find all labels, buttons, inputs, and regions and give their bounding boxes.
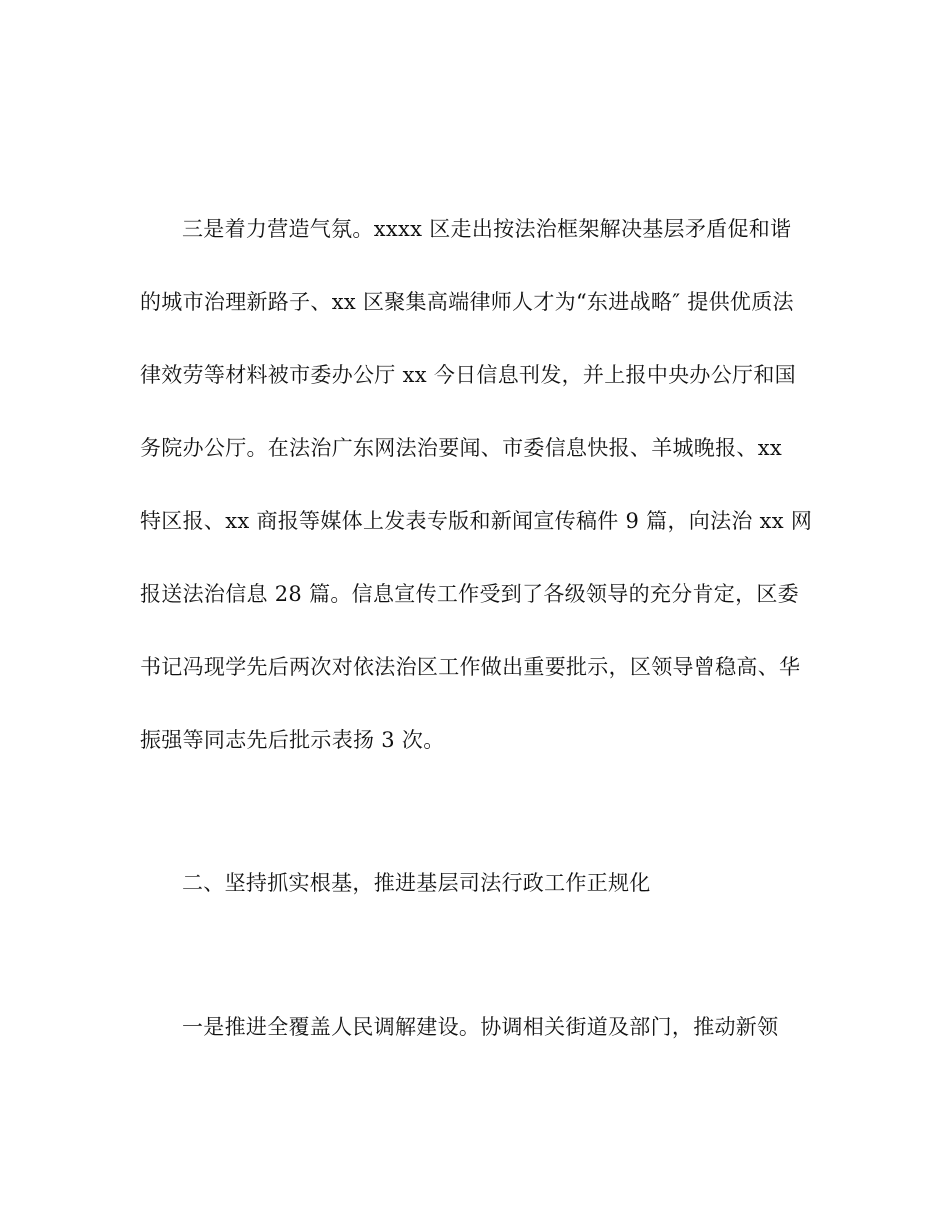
paragraph-1-line-6: 报送法治信息 28 篇。信息宣传工作受到了各级领导的充分肯定，区委 xyxy=(140,582,799,606)
paragraph-1-line-2: 的城市治理新路子、xx 区聚集高端律师人才为“东进战略″ 提供优质法 xyxy=(140,290,794,314)
paragraph-1-line-5: 特区报、xx 商报等媒体上发表专版和新闻宣传稿件 9 篇，向法治 xx 网 xyxy=(140,509,813,533)
paragraph-1-line-1: 三是着力营造气氛。xxxx 区走出按法治框架解决基层矛盾促和谐 xyxy=(182,217,792,241)
paragraph-1-line-7: 书记冯现学先后两次对依法治区工作做出重要批示，区领导曾稳高、华 xyxy=(140,655,801,679)
paragraph-1-line-3: 律效劳等材料被市委办公厅 xx 今日信息刊发，并上报中央办公厅和国 xyxy=(140,363,796,387)
section-heading-2: 二、坚持抓实根基，推进基层司法行政工作正规化 xyxy=(182,871,651,895)
paragraph-1-line-4: 务院办公厅。在法治广东网法治要闻、市委信息快报、羊城晚报、xx xyxy=(140,436,782,460)
paragraph-2-line-1: 一是推进全覆盖人民调解建设。协调相关街道及部门，推动新领 xyxy=(182,1015,779,1039)
paragraph-1-line-8: 振强等同志先后批示表扬 3 次。 xyxy=(140,728,445,752)
